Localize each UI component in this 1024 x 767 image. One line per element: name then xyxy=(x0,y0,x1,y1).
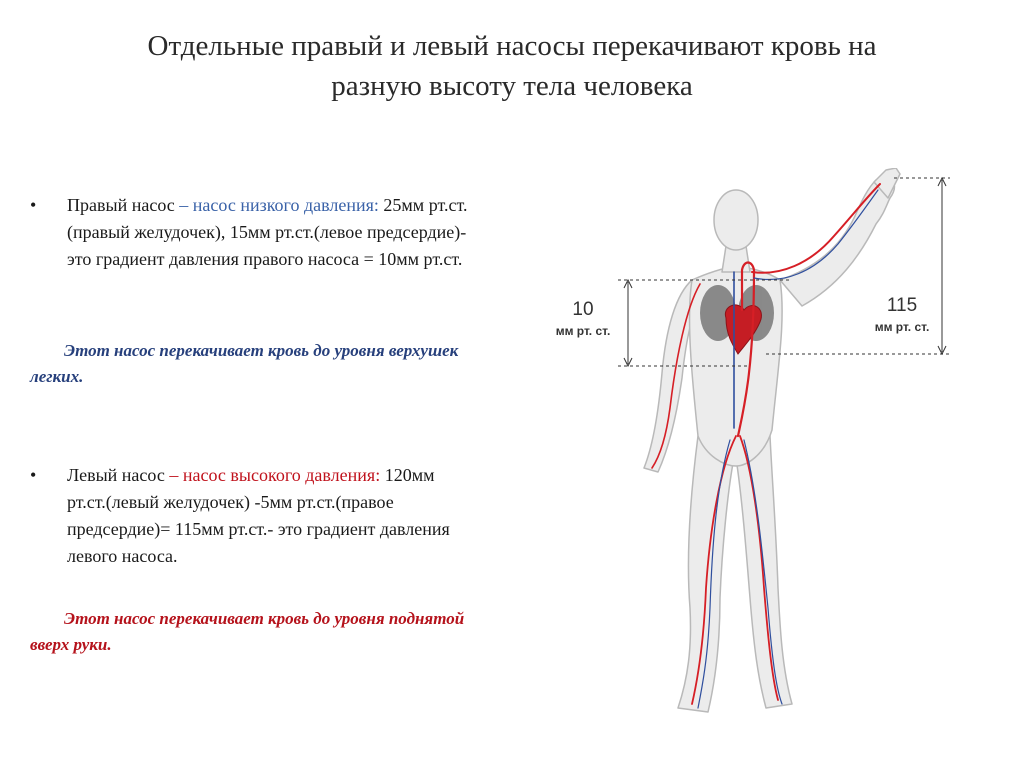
right-pump-dash: – xyxy=(179,195,193,215)
slide-title xyxy=(60,26,964,106)
right-pressure-unit: мм рт. ст. xyxy=(874,320,930,334)
right-pump-lead: Правый насос xyxy=(67,195,180,215)
raised-arm xyxy=(780,178,895,306)
right-pump-type: насос низкого давления xyxy=(192,195,374,215)
right-pump-bullet xyxy=(30,192,470,273)
left-pump-note: Этот насос перекачивает кровь до уровня поднятой вверх руки. xyxy=(30,609,465,654)
right-pump-colon: : xyxy=(373,195,379,215)
slide-title-line2: разную высоту тела человека xyxy=(331,70,693,102)
right-pressure-label xyxy=(864,296,940,333)
left-pump-bullet xyxy=(30,462,470,570)
left-pump-dash: – xyxy=(169,465,183,485)
head xyxy=(714,190,758,250)
right-pump-note: Этот насос перекачивает кровь до уровня верхушек легких. xyxy=(30,341,459,386)
right-pump-text xyxy=(67,192,470,273)
right-pump-details: 25мм рт.ст.(правый желудочек), 15мм рт.ст.(левое предсердие)- это градиент давления правого насоса = 10мм рт.ст. xyxy=(67,195,468,269)
left-leg xyxy=(678,436,734,712)
bullet-marker: • xyxy=(30,195,37,215)
left-pressure-label xyxy=(546,300,620,337)
bullet-marker: • xyxy=(30,465,37,485)
human-body-illustration xyxy=(540,168,980,738)
left-pump-type: насос высокого давления xyxy=(182,465,376,485)
left-pressure-unit: мм рт. ст. xyxy=(555,324,611,338)
circulation-figure xyxy=(540,168,980,738)
left-pressure-value: 10 xyxy=(572,299,594,320)
left-pump-colon: : xyxy=(375,465,381,485)
left-pump-details: 120мм рт.ст.(левый желудочек) -5мм рт.ст.(правое предсердие)= 115мм рт.ст.- это градиент давления левого насоса. xyxy=(67,465,450,566)
slide-title-line1: Отдельные правый и левый насосы перекачивают кровь на xyxy=(147,30,877,62)
left-pump-text xyxy=(67,462,470,570)
left-pump-lead: Левый насос xyxy=(67,465,170,485)
right-pressure-value: 115 xyxy=(886,295,918,316)
